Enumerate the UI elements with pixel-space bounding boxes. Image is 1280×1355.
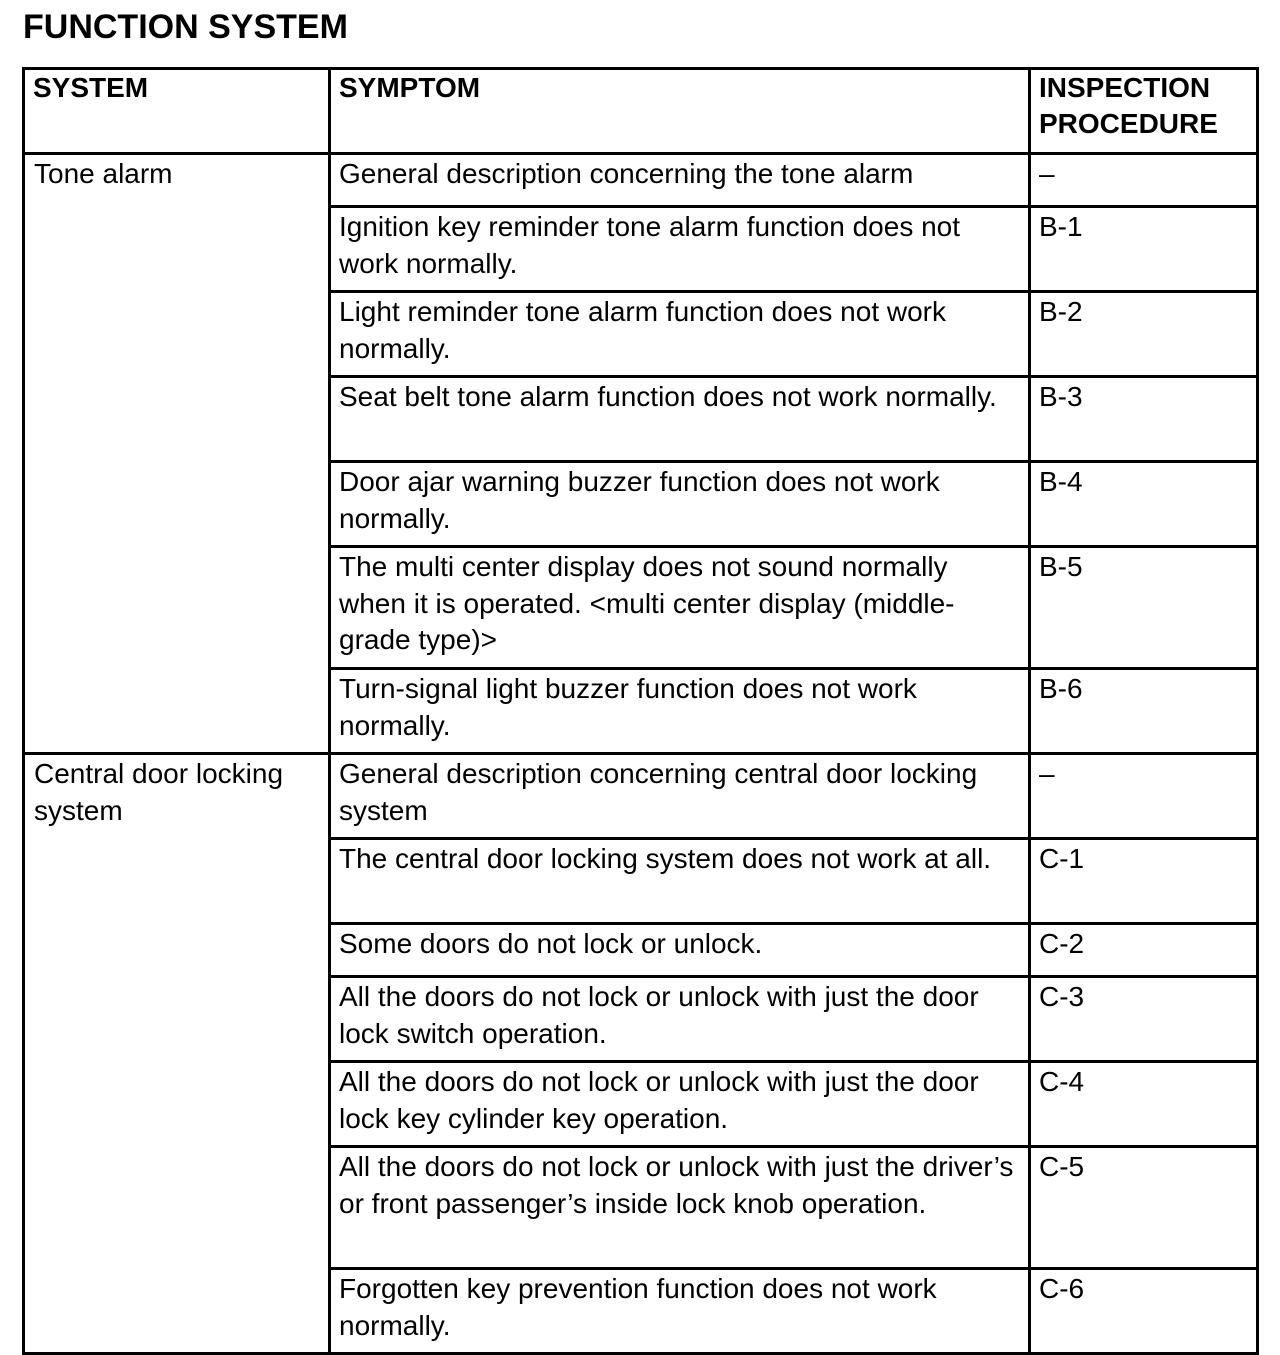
procedure-cell: B-6 (1030, 669, 1258, 754)
function-system-table (22, 67, 1259, 1355)
symptom-cell: Light reminder tone alarm function does not work normally. (330, 292, 1030, 377)
procedure-cell: C-5 (1030, 1147, 1258, 1269)
procedure-cell: B-3 (1030, 377, 1258, 462)
procedure-cell: B-1 (1030, 207, 1258, 292)
symptom-cell: General description concerning central door locking system (330, 754, 1030, 839)
header-symptom: SYMPTOM (330, 69, 1030, 154)
procedure-cell: C-1 (1030, 839, 1258, 924)
table-header-row (24, 69, 1258, 154)
procedure-cell: B-2 (1030, 292, 1258, 377)
procedure-cell: B-4 (1030, 462, 1258, 547)
symptom-cell: Door ajar warning buzzer function does not work normally. (330, 462, 1030, 547)
procedure-cell: – (1030, 154, 1258, 207)
procedure-cell: B-5 (1030, 547, 1258, 669)
table-row (24, 154, 1258, 207)
procedure-cell: C-3 (1030, 977, 1258, 1062)
symptom-cell: All the doors do not lock or unlock with just the door lock switch operation. (330, 977, 1030, 1062)
symptom-cell: Some doors do not lock or unlock. (330, 924, 1030, 977)
symptom-cell: Turn-signal light buzzer function does not work normally. (330, 669, 1030, 754)
symptom-cell: The central door locking system does not work at all. (330, 839, 1030, 924)
system-cell-tone-alarm: Tone alarm (24, 154, 330, 754)
header-system: SYSTEM (24, 69, 330, 154)
symptom-cell: Seat belt tone alarm function does not work normally. (330, 377, 1030, 462)
procedure-cell: C-4 (1030, 1062, 1258, 1147)
system-cell-central-door-locking: Central door locking system (24, 754, 330, 1354)
symptom-cell: General description concerning the tone alarm (330, 154, 1030, 207)
symptom-cell: Forgotten key prevention function does not work normally. (330, 1269, 1030, 1354)
symptom-cell: Ignition key reminder tone alarm function does not work normally. (330, 207, 1030, 292)
procedure-cell: – (1030, 754, 1258, 839)
page-title: FUNCTION SYSTEM (23, 8, 348, 46)
symptom-cell: All the doors do not lock or unlock with just the door lock key cylinder key operation. (330, 1062, 1030, 1147)
symptom-cell: The multi center display does not sound normally when it is operated. <multi center display (middle-grade type)> (330, 547, 1030, 669)
header-inspection-procedure: INSPECTION PROCEDURE (1030, 69, 1258, 154)
procedure-cell: C-2 (1030, 924, 1258, 977)
symptom-cell: All the doors do not lock or unlock with just the driver’s or front passenger’s inside lock knob operation. (330, 1147, 1030, 1269)
table-row (24, 754, 1258, 839)
procedure-cell: C-6 (1030, 1269, 1258, 1354)
